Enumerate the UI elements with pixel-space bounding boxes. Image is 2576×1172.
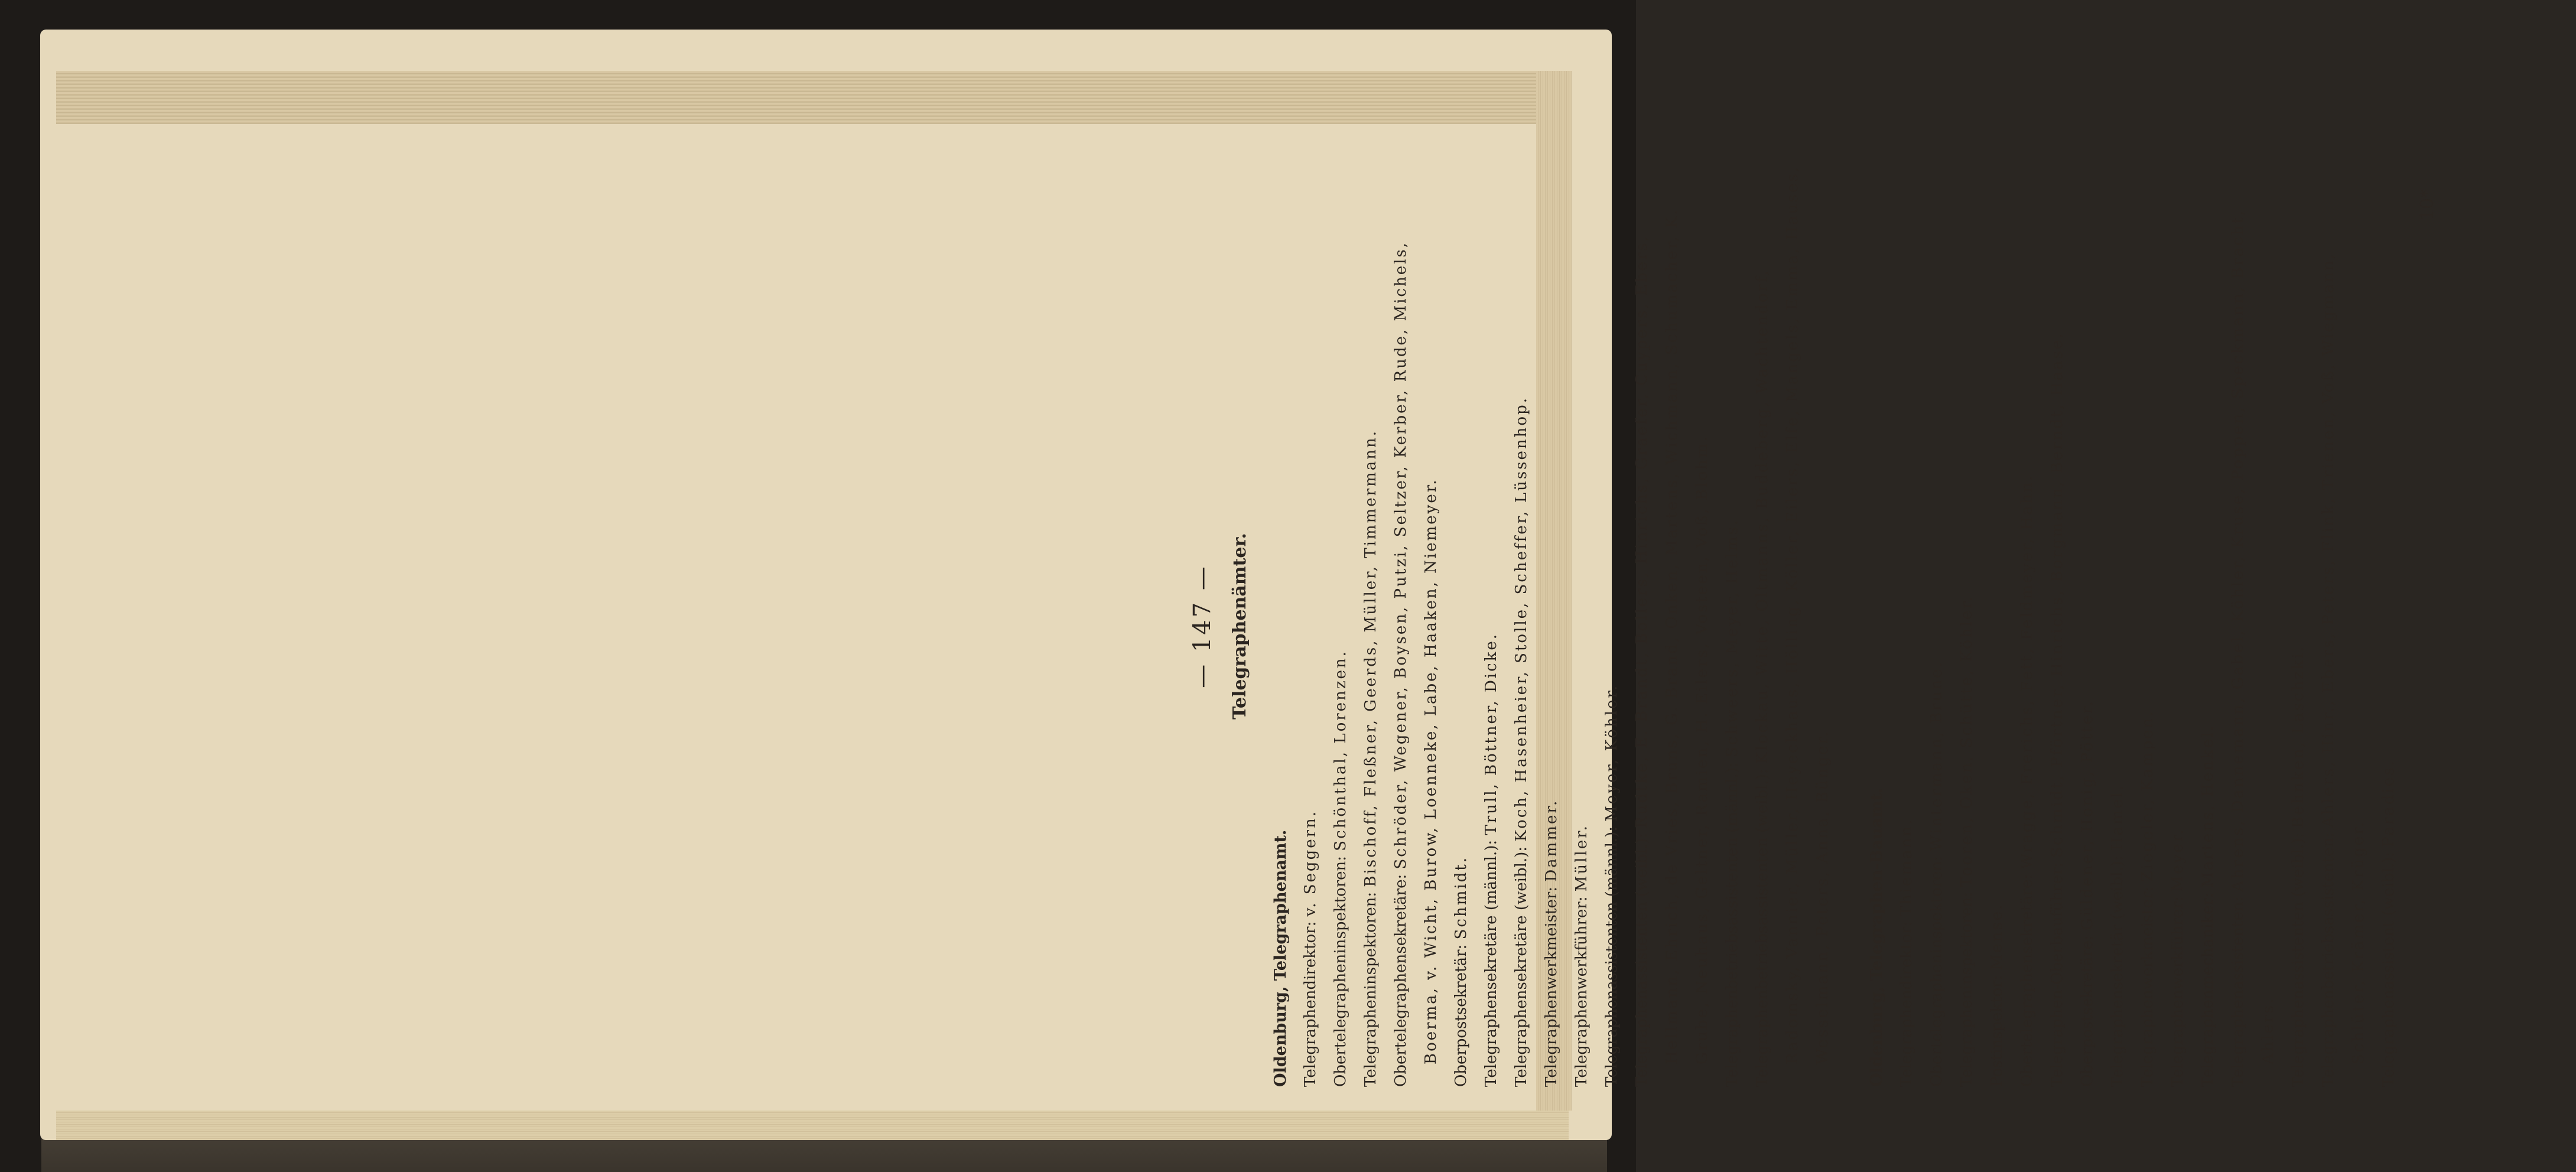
roster-names: Ahrens, Dannemann, Gabel, Köhler, Kruse, Poppen, Speckmann, Bracht, Ahlers.	[2229, 209, 2277, 1064]
roster-names: Thiemann.	[1898, 818, 1915, 917]
page-stack-edge-bottom	[56, 1111, 1569, 1140]
roster-names: Mense.	[1988, 903, 2006, 971]
roster-names: Paradies.	[2380, 759, 2398, 847]
roster-entry	[1748, 165, 1838, 1087]
roster-names: Hamel.	[2109, 784, 2126, 851]
roster-names: Ahlers, Hinr., Ebers, Peters, Flink, Trienen, Voß, Wiegmann, Schlüter, Krämer, Krüger.	[2320, 252, 2367, 1064]
roster-entry	[1296, 165, 1326, 1087]
roster-role: Obertelegraphensekretäre:	[1392, 869, 1410, 1087]
roster-entry	[1982, 165, 2012, 1087]
roster-names: Tooren, Oken, Schütte, Köhler.	[1958, 594, 1976, 887]
roster-role: Postinspektor:	[1988, 970, 2006, 1087]
roster-role: Telegraphenbetriebsassistenten:	[2320, 827, 2337, 1087]
roster-names: Wragge, Frerichs, Fett, Feldmeyer, Hahn.	[2018, 474, 2036, 870]
roster-role: Oberpostsekretäre:	[2079, 930, 2096, 1087]
roster-entry	[2103, 165, 2133, 1087]
roster-names: Bischoff, Fleßner, Geerds, Müller, Timmermann.	[1362, 429, 1380, 887]
section-title: Telegraphenämter.	[1230, 533, 1250, 720]
office-heading-telegraphenamt: Oldenburg, Telegraphenamt.	[1271, 829, 1290, 1087]
office2-entry-list	[1892, 165, 2404, 1087]
roster-entry	[1567, 165, 1597, 1087]
roster-names: Schröder, Wegener, Boysen, Putzi, Seltzer, Kerber, Rude, Michels, Boerma, v. Wicht, Burow, Loenneke, Labe, Haaken, Niemeyer.	[1392, 240, 1440, 1064]
roster-entry	[2284, 165, 2314, 1087]
roster-entry	[2163, 165, 2193, 1087]
roster-entry	[1356, 165, 1386, 1087]
roster-names: Martens, Henkel.	[2199, 724, 2217, 888]
roster-entry	[2374, 165, 2404, 1087]
roster-role: Telegraphen-Oberbauführer:	[2048, 857, 2066, 1087]
roster-role: Obertelegrapheninspektoren:	[1928, 851, 1946, 1087]
roster-names: Behnken, Laschzki.	[2289, 644, 2307, 828]
roster-entry	[2073, 165, 2103, 1087]
office1-entry-list	[1296, 165, 1838, 1087]
roster-names: Schönthal, Lorenzen.	[1332, 650, 1349, 851]
roster-names: Meyer.	[2169, 828, 2187, 892]
roster-entry	[1507, 165, 1537, 1087]
roster-role: Telegraphenwerkmeister:	[2139, 881, 2157, 1087]
roster-role: Telegraphenbetriebsassistenten (weibl.):	[1754, 764, 1771, 1087]
roster-entry	[1597, 165, 1627, 1087]
roster-names: Schweers, Meyer, Helms.	[1723, 518, 1741, 758]
rotated-text-block	[1182, 165, 2576, 1087]
roster-names: Meyer, Köhler.	[1603, 683, 1621, 822]
roster-entry	[1446, 165, 1476, 1087]
roster-names: v. Seggern.	[1302, 809, 1319, 917]
roster-entry	[2223, 165, 2284, 1087]
roster-entry	[1922, 165, 1952, 1087]
roster-names: Güldener, Honig, Pötter.	[2079, 699, 2096, 931]
roster-role: Telegraphenwerkführer:	[1573, 891, 1591, 1087]
roster-role: Telegraphenassistenten (weibl.):	[1633, 828, 1651, 1087]
signature-mark: 10*	[2417, 189, 2438, 221]
roster-entry	[1386, 165, 1446, 1087]
roster-names: Trull, Böttner, Dicke.	[1482, 632, 1500, 835]
roster-names: Schmidt.	[1452, 855, 1470, 940]
roster-role: Telegrapheninspektoren:	[1362, 887, 1380, 1087]
roster-entry	[1627, 165, 1718, 1087]
roster-entry	[2314, 165, 2374, 1087]
roster-entry	[1476, 165, 1507, 1087]
roster-role: Telegraphenassistenten (männl.):	[1603, 821, 1621, 1087]
roster-role: Telegrapheninspektoren:	[1958, 887, 1976, 1087]
roster-names: Wintermann, Brune.	[1928, 660, 1946, 851]
roster-names: Rudtke, E. Brandt, Bollers, Hinrichs, Graefer, Cuypers, Ebers, Hellmann, Ehrich, de Vries, Bruns, G. Brand, Onken, Martens, Wichmann, Schumacher, K. Grube, Neuhaus, Geltner, Ramien, H. Eilers, Vosteen, Voß, Blohm.	[1633, 208, 1711, 1064]
roster-names: Koch, Hasenheier, Stolle, Scheffer, Lüssenhop.	[1513, 396, 1530, 842]
roster-entry	[1952, 165, 1982, 1087]
roster-role: Obertelegraphensekretäre:	[2018, 869, 2036, 1087]
office-heading-bauamt: Oldenburg, Telegraphen-Bauamt.	[1868, 787, 1886, 1087]
roster-entry	[1537, 165, 1567, 1087]
roster-entry	[2133, 165, 2163, 1087]
roster-entry	[1718, 165, 1748, 1087]
roster-role: Obertelegrapheninspektoren:	[1332, 851, 1349, 1087]
roster-names: Klockau, Witte, Oltmanns, Buddeberg, Wachtendorf, Radomsky, Vannier, Müller, Heyeckhaus, Hölling, Köller, Eilers, Elfe, Mangels, Emma, Hauses, Wesselmann, Peters, Anna, Bünger.	[1754, 165, 1832, 1064]
roster-names: Ziegeler, Kampen.	[2139, 709, 2157, 882]
page-number: — 147 —	[1189, 564, 1216, 688]
roster-names: Dammer.	[1543, 799, 1560, 882]
roster-role: Telegraphenwerkmeister:	[1543, 881, 1560, 1087]
roster-entry	[2193, 165, 2223, 1087]
roster-role: Oberpostsekretär:	[1452, 939, 1470, 1087]
roster-role: Telegraphensekretär (weibl.):	[2109, 851, 2126, 1087]
roster-entry	[2012, 165, 2042, 1087]
roster-role: Telegraphensekretäre (weibl.):	[1513, 841, 1530, 1087]
roster-role: Telegraphendirektor:	[1302, 916, 1319, 1087]
roster-names: Schmidt, Pförtner, Hinrichs, Borgmann, Berndt, Haase.	[2048, 331, 2066, 858]
roster-role: Telegraphenassistent (weibl.):	[2380, 847, 2398, 1087]
roster-role: Telegraphenmechaniker:	[2199, 887, 2217, 1087]
roster-role: Telegraphenwerkführer:	[2169, 891, 2187, 1087]
roster-names: Müller.	[1573, 824, 1591, 892]
roster-entry	[2042, 165, 2073, 1087]
page-stack-edge-top	[56, 71, 1545, 124]
roster-role: Telegraphenassistenten (weibl.):	[2289, 828, 2307, 1087]
roster-entry	[1326, 165, 1356, 1087]
roster-entry	[1892, 165, 1922, 1087]
section-gap	[1838, 165, 1853, 1087]
roster-role: Telegraphensekretäre (männl.):	[1482, 835, 1500, 1087]
roster-role: Telegraphendirektor:	[1898, 916, 1915, 1087]
roster-role: Telegraphenassistenten:	[2229, 891, 2247, 1087]
roster-role: Telegraphenbetriebsassistenten (männl.):	[1723, 757, 1741, 1087]
